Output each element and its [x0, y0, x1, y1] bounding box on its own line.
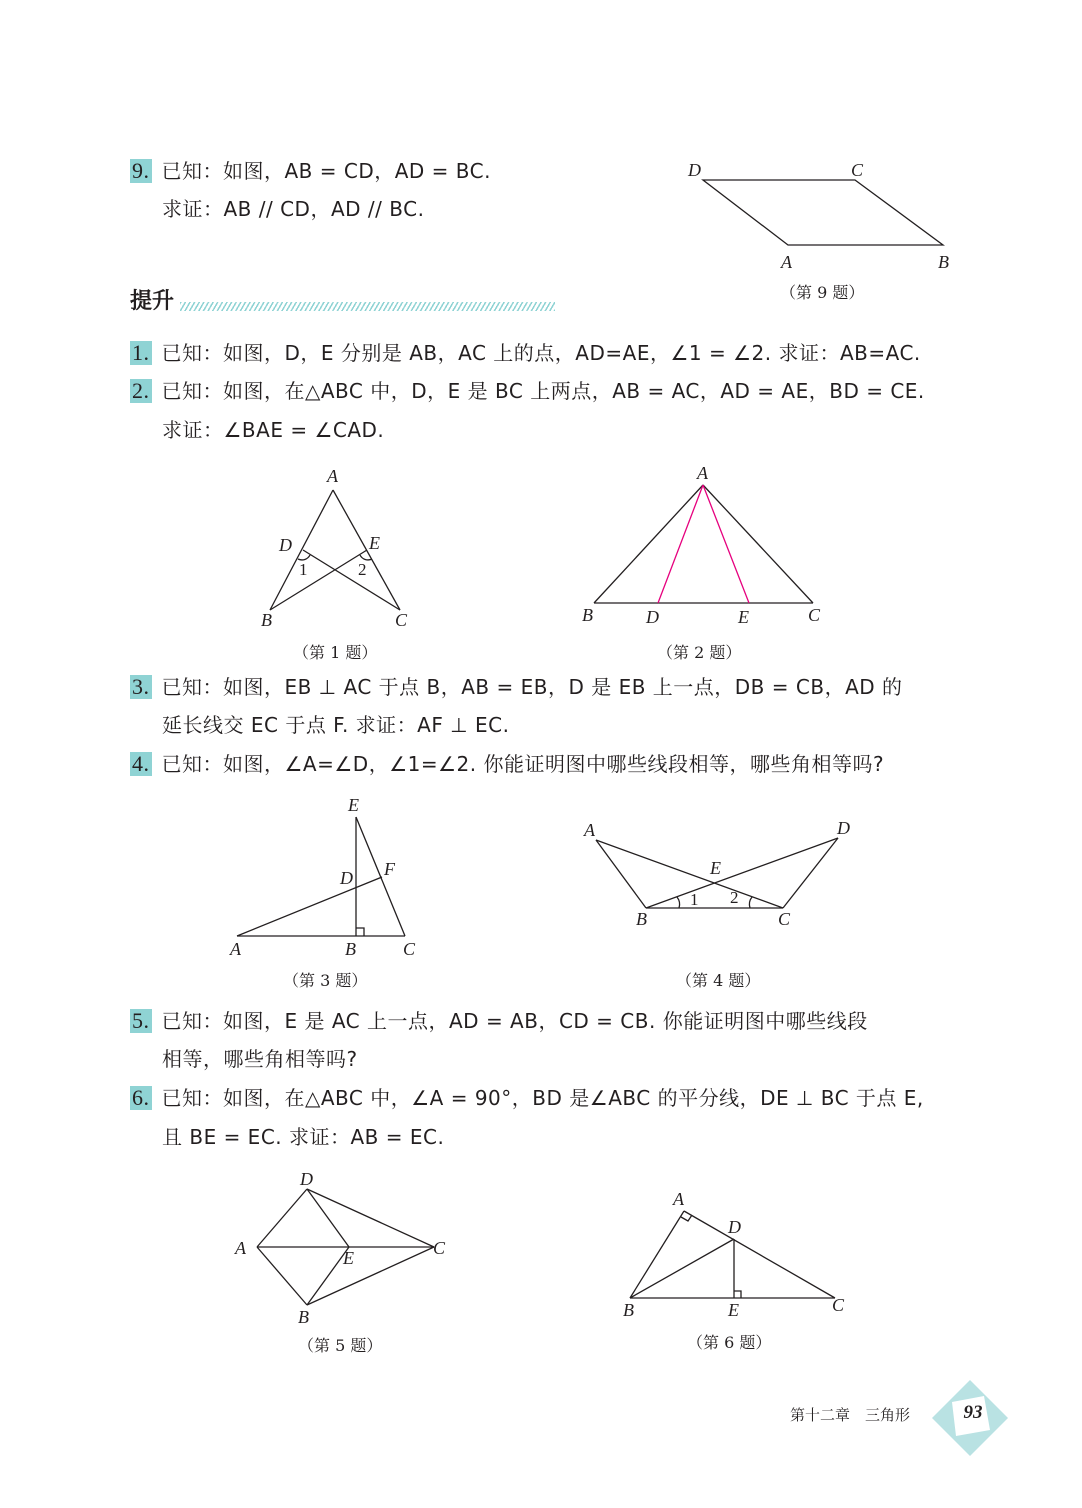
problem-number: 4. — [132, 751, 150, 776]
chapter-title: 第十二章 三角形 — [790, 1406, 911, 1424]
label-d: D — [646, 607, 659, 627]
label-e: E — [710, 858, 721, 878]
figure-4 — [578, 815, 858, 935]
problem-text: 已知：如图，D，E 分别是 AB，AC 上的点，AD=AE，∠1 = ∠2. 求证：AB=AC. — [161, 341, 921, 365]
angle-1-label: 1 — [690, 890, 699, 909]
figure-4-caption: （第 4 题） — [676, 971, 761, 990]
figure-1-caption: （第 1 题） — [293, 643, 378, 662]
problem-9-line-2 — [162, 194, 424, 224]
label-e: E — [348, 795, 359, 815]
label-b: B — [636, 909, 647, 929]
segment-af — [237, 877, 382, 936]
problem-number: 3. — [132, 674, 150, 699]
label-a: A — [781, 252, 792, 272]
label-b: B — [261, 610, 272, 630]
label-a: A — [327, 466, 338, 486]
section-heading: 提升 — [130, 289, 175, 314]
label-a: A — [584, 820, 595, 840]
angle-2-arc — [749, 897, 752, 908]
section-heading-underline — [180, 302, 555, 311]
label-e: E — [343, 1248, 354, 1268]
problem-2-line-2 — [162, 415, 384, 445]
problem-text: 已知：如图，∠A=∠D，∠1=∠2. 你能证明图中哪些线段相等，哪些角相等吗? — [161, 752, 885, 776]
label-e: E — [728, 1300, 739, 1320]
problem-number: 9. — [132, 158, 150, 183]
problem-4-line-1 — [130, 749, 884, 779]
segment-bc — [307, 1247, 434, 1305]
page-number: 93 — [963, 1402, 983, 1423]
label-a: A — [697, 463, 708, 483]
problem-number: 1. — [132, 340, 150, 365]
figure-2-caption: （第 2 题） — [657, 643, 742, 662]
figure-5 — [230, 1165, 460, 1330]
problem-number: 2. — [132, 378, 150, 403]
segment-ab — [596, 840, 646, 908]
segment-db — [646, 838, 838, 908]
label-e: E — [738, 607, 749, 627]
figure-9-caption: （第 9 题） — [780, 283, 865, 302]
problem-number: 6. — [132, 1085, 150, 1110]
figure-2 — [575, 460, 835, 630]
label-b: B — [582, 605, 593, 625]
figure-1 — [255, 465, 425, 635]
figure-3-caption: （第 3 题） — [283, 971, 368, 990]
problem-text: 求证：AB // CD，AD // BC. — [162, 197, 425, 221]
label-c: C — [832, 1295, 845, 1315]
problem-9-line-1 — [130, 156, 491, 186]
right-angle-mark-a — [681, 1215, 692, 1221]
label-c: C — [778, 909, 791, 929]
segment-ad — [658, 485, 703, 603]
problem-1-line-1 — [130, 338, 921, 368]
label-b: B — [938, 252, 949, 272]
label-d: D — [279, 535, 292, 555]
label-b: B — [298, 1307, 309, 1327]
figure-6-caption: （第 6 题） — [687, 1333, 772, 1352]
label-c: C — [433, 1238, 446, 1258]
label-c: C — [808, 605, 821, 625]
segment-ac — [703, 485, 813, 603]
label-b: B — [345, 939, 356, 959]
problem-text: 已知：如图，EB ⊥ AC 于点 B，AB = EB，D 是 EB 上一点，DB = CB，AD 的 — [161, 675, 903, 699]
problem-text: 相等，哪些角相等吗? — [162, 1047, 358, 1071]
problem-text: 求证：∠BAE = ∠CAD. — [162, 418, 385, 442]
segment-dc — [307, 1189, 434, 1247]
segment-ad — [257, 1189, 307, 1247]
problem-text: 已知：如图，E 是 AC 上一点，AD = AB，CD = CB. 你能证明图中哪些线段 — [161, 1009, 868, 1033]
label-a: A — [230, 939, 241, 959]
segment-de — [307, 1189, 349, 1247]
problem-5-line-1 — [130, 1006, 868, 1036]
angle-2-label: 2 — [730, 888, 739, 907]
label-e: E — [369, 533, 380, 553]
parallelogram-abcd — [703, 180, 943, 245]
figure-3 — [225, 795, 425, 960]
figure-9 — [680, 155, 970, 275]
segment-ae — [703, 485, 749, 603]
problem-text: 已知：如图，AB = CD，AD = BC. — [161, 159, 491, 183]
label-b: B — [623, 1300, 634, 1320]
label-d: D — [300, 1169, 313, 1189]
problem-2-line-1 — [130, 376, 925, 406]
label-a: A — [235, 1238, 246, 1258]
label-f: F — [384, 859, 395, 879]
label-c: C — [851, 160, 864, 180]
problem-5-line-2 — [162, 1044, 358, 1074]
right-angle-mark — [356, 928, 364, 936]
problem-3-line-2 — [162, 710, 509, 740]
angle-1-arc — [677, 897, 680, 908]
problem-6-line-1 — [130, 1083, 924, 1113]
angle-2-label: 2 — [358, 560, 367, 579]
problem-text: 且 BE = EC. 求证：AB = EC. — [162, 1125, 445, 1149]
problem-text: 延长线交 EC 于点 F. 求证：AF ⊥ EC. — [162, 713, 510, 737]
label-d: D — [837, 818, 850, 838]
label-d: D — [340, 868, 353, 888]
label-c: C — [403, 939, 416, 959]
segment-bd — [630, 1239, 734, 1298]
figure-6 — [615, 1185, 855, 1325]
label-d: D — [688, 160, 701, 180]
right-angle-mark-e — [734, 1291, 741, 1298]
segment-ab — [257, 1247, 307, 1305]
segment-ba — [630, 1211, 684, 1298]
problem-3-line-1 — [130, 672, 903, 702]
figure-5-caption: （第 5 题） — [298, 1336, 383, 1355]
segment-ab — [594, 485, 703, 603]
segment-ec — [356, 817, 405, 936]
angle-1-label: 1 — [299, 560, 308, 579]
problem-number: 5. — [132, 1008, 150, 1033]
problem-text: 已知：如图，在△ABC 中，D，E 是 BC 上两点，AB = AC，AD = AE，BD = CE. — [161, 379, 925, 403]
label-a: A — [673, 1189, 684, 1209]
problem-text: 已知：如图，在△ABC 中，∠A = 90°，BD 是∠ABC 的平分线，DE ⊥ BC 于点 E, — [161, 1086, 924, 1110]
label-c: C — [395, 610, 408, 630]
label-d: D — [728, 1217, 741, 1237]
problem-6-line-2 — [162, 1122, 444, 1152]
